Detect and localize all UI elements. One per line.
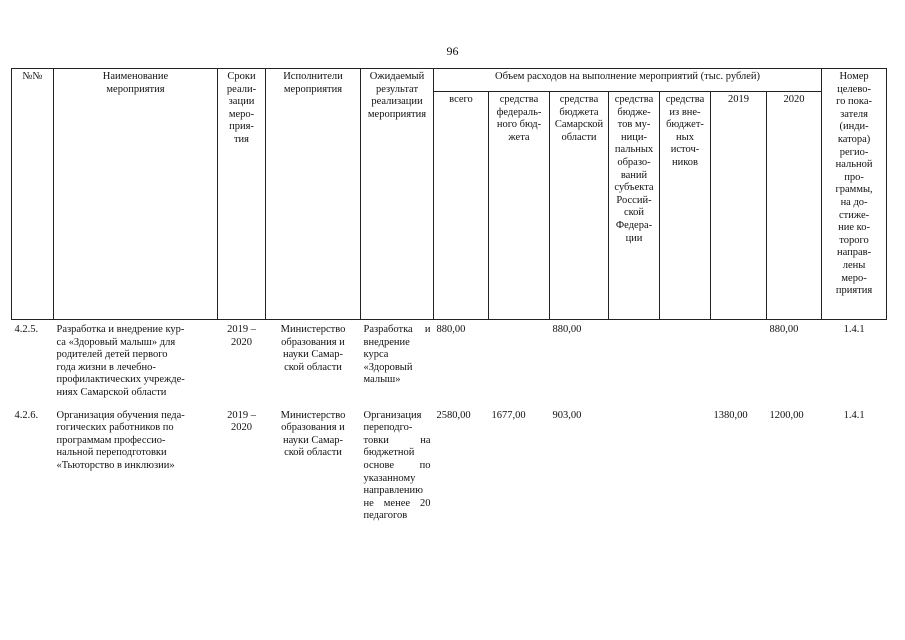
row-offbudget: [660, 402, 711, 525]
row-federal: [489, 320, 550, 402]
header-total: всего: [434, 92, 489, 320]
row-regional: 903,00: [552, 409, 582, 421]
header-term: Сроки реали- зации меро- прия- тия: [218, 69, 266, 320]
row-term: 2019 – 2020: [227, 409, 256, 434]
table-row: [12, 402, 887, 525]
row-executor: Министерство образования и науки Самар- ской области: [280, 409, 346, 459]
row-2020: 1200,00: [769, 409, 804, 421]
row-result: Организация переподго-товки на бюджетной основе по указанному направлению не менее 20 педагогов: [363, 409, 431, 522]
row-result: Разработка и внедрение курса «Здоровый малыш»: [363, 324, 431, 386]
row-indicator: 1.4.1: [843, 324, 865, 335]
row-total: 880,00: [436, 324, 466, 335]
row-2020: 880,00: [769, 324, 799, 335]
row-name: Организация обучения педа- гогических работников по программам профессио- нальной переподготовки «Тьюторство в инклюзии»: [56, 409, 185, 471]
header-2019: 2019: [711, 92, 767, 320]
row-regional: 880,00: [552, 324, 582, 335]
header-name: Наименование мероприятия: [54, 69, 218, 320]
header-2020: 2020: [767, 92, 822, 320]
row-number: 4.2.5.: [14, 324, 39, 335]
header-indicator: Номер целево- го пока- зателя (инди- катора) регио- нальной про- граммы, на до- стиже- ние ко- торого направ- лены меро- приятия: [822, 69, 887, 320]
row-municipal: [609, 402, 660, 525]
row-2019: 1380,00: [713, 409, 748, 421]
budget-table: [11, 68, 887, 525]
header-volume: Объем расходов на выполнение мероприятий (тыс. рублей): [434, 69, 822, 92]
header-municipal: средства бюдже- тов му- ници- пальных образо- ваний субъекта Россий- ской Федера- ции: [609, 92, 660, 320]
header-result: Ожидаемый результат реализации мероприятия: [361, 69, 434, 320]
row-name: Разработка и внедрение кур- са «Здоровый малыш» для родителей детей первого года жизни в лечебно- профилактических учрежде- ниях Самарской области: [56, 324, 185, 398]
header-num: №№: [12, 69, 54, 320]
row-number: 4.2.6.: [14, 409, 39, 421]
row-executor: Министерство образования и науки Самар- ской области: [280, 324, 346, 373]
header-offbudget: средства из вне- бюджет- ных источ- ников: [660, 92, 711, 320]
row-federal: 1677,00: [491, 409, 526, 421]
header-regional: средства бюджета Самарской области: [550, 92, 609, 320]
row-2019: [711, 320, 767, 402]
row-offbudget: [660, 320, 711, 402]
row-indicator: 1.4.1: [843, 409, 865, 421]
row-municipal: [609, 320, 660, 402]
header-executors: Исполнители мероприятия: [266, 69, 361, 320]
row-term: 2019 – 2020: [227, 324, 256, 348]
header-federal: средства федераль- ного бюд- жета: [489, 92, 550, 320]
table-row: [12, 320, 887, 402]
page-number: 96: [446, 44, 459, 58]
row-total: 2580,00: [436, 409, 471, 421]
